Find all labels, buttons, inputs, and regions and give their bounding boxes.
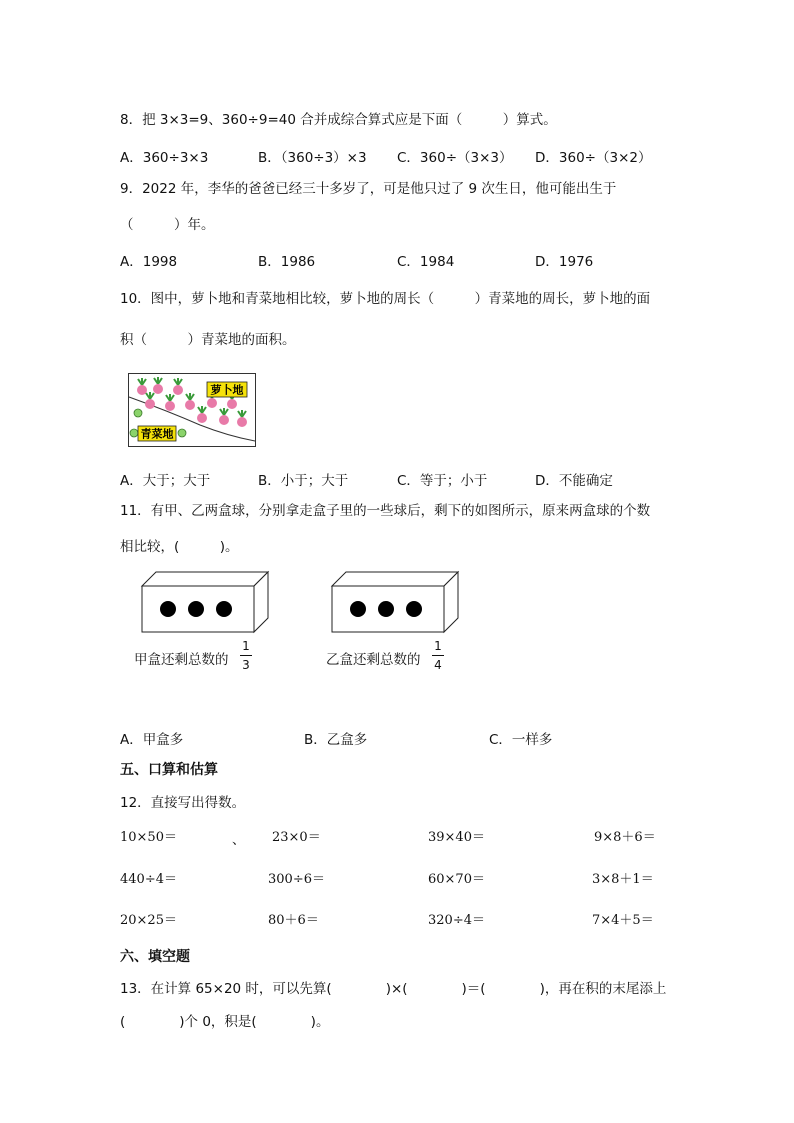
calc-item: 10×50＝ [120, 830, 177, 845]
box-a [138, 570, 274, 634]
box-a-caption: 甲盒还剩总数的 [134, 652, 229, 668]
calc-separator: 、 [232, 833, 246, 848]
q12-stem: 12．直接写出得数。 [120, 795, 246, 811]
fraction-denominator: 3 [242, 658, 250, 672]
section-heading-6: 六、填空题 [120, 949, 190, 965]
q10-option-c[interactable]: C．等于；小于 [397, 473, 488, 489]
ball-icon [216, 601, 232, 617]
q11-option-a[interactable]: A．甲盒多 [120, 732, 184, 748]
calc-item: 80＋6＝ [268, 913, 319, 928]
ball-icon [160, 601, 176, 617]
radish-icon [219, 408, 229, 425]
q11-option-c[interactable]: C．一样多 [489, 732, 553, 748]
q10-option-b[interactable]: B．小于；大于 [258, 473, 349, 489]
cabbage-icon [178, 429, 186, 437]
calc-item: 60×70＝ [428, 872, 485, 887]
q10-option-d[interactable]: D．不能确定 [535, 473, 613, 489]
fraction-denominator: 4 [434, 658, 442, 672]
radish-label: 萝卜地 [210, 383, 244, 397]
radish-icon [237, 410, 247, 427]
radish-icon [173, 378, 183, 395]
calc-item: 320÷4＝ [428, 913, 485, 928]
q9-option-c[interactable]: C．1984 [397, 254, 455, 270]
calc-item: 39×40＝ [428, 830, 485, 845]
calc-item: 20×25＝ [120, 913, 177, 928]
fraction-numerator: 1 [434, 639, 442, 653]
q10-stem-line2: 积（ ）青菜地的面积。 [120, 332, 296, 348]
radish-icon [145, 392, 155, 409]
q8-option-b[interactable]: B．（360÷3）×3 [258, 150, 367, 166]
radish-icon [197, 406, 207, 423]
calc-item: 3×8＋1＝ [592, 872, 654, 887]
q10-stem-line1: 10．图中，萝卜地和青菜地相比较，萝卜地的周长（ ）青菜地的周长，萝卜地的面 [120, 291, 651, 307]
ball-icon [188, 601, 204, 617]
q11-stem-line1: 11．有甲、乙两盒球，分别拿走盒子里的一些球后，剩下的如图所示，原来两盒球的个数 [120, 503, 651, 519]
q9-option-a[interactable]: A．1998 [120, 254, 178, 270]
q8-stem: 8．把 3×3=9、360÷9=40 合并成综合算式应是下面（ ）算式。 [120, 112, 557, 128]
cabbage-icon [134, 409, 142, 417]
fraction-numerator: 1 [242, 639, 250, 653]
calc-item: 440÷4＝ [120, 872, 177, 887]
box-b-caption: 乙盒还剩总数的 [326, 652, 421, 668]
q8-option-d[interactable]: D．360÷（3×2） [535, 150, 652, 166]
q10-option-a[interactable]: A．大于；大于 [120, 473, 211, 489]
q13-stem-line2: ( )个 0，积是( )。 [120, 1014, 330, 1030]
box-a-fraction [240, 640, 252, 671]
box-b-fraction [432, 640, 444, 671]
box-b [328, 570, 464, 634]
section-heading-5: 五、口算和估算 [120, 762, 218, 778]
q9-option-b[interactable]: B．1986 [258, 254, 316, 270]
q9-stem-line2: （ ）年。 [120, 217, 215, 233]
ball-icon [378, 601, 394, 617]
vegetable-label: 青菜地 [140, 427, 174, 441]
calc-item: 300÷6＝ [268, 872, 325, 887]
calc-item: 23×0＝ [272, 830, 321, 845]
radish-icon [165, 394, 175, 411]
calc-item: 7×4＋5＝ [592, 913, 654, 928]
q13-stem-line1: 13．在计算 65×20 时，可以先算( )×( )＝( )，再在积的末尾添上 [120, 981, 667, 997]
radish-icon [153, 377, 163, 394]
radish-icon [185, 393, 195, 410]
q9-option-d[interactable]: D．1976 [535, 254, 594, 270]
q8-option-c[interactable]: C．360÷（3×3） [397, 150, 513, 166]
q11-option-b[interactable]: B．乙盒多 [304, 732, 368, 748]
radish-icon [137, 378, 147, 395]
ball-icon [406, 601, 422, 617]
ball-icon [350, 601, 366, 617]
q8-option-a[interactable]: A．360÷3×3 [120, 150, 209, 166]
field-figure [128, 373, 256, 447]
q11-stem-line2: 相比较，( )。 [120, 539, 239, 555]
q9-stem-line1: 9．2022 年，李华的爸爸已经三十多岁了，可是他只过了 9 次生日，他可能出生于 [120, 181, 617, 197]
cabbage-icon [130, 429, 138, 437]
calc-item: 9×8＋6＝ [594, 830, 656, 845]
